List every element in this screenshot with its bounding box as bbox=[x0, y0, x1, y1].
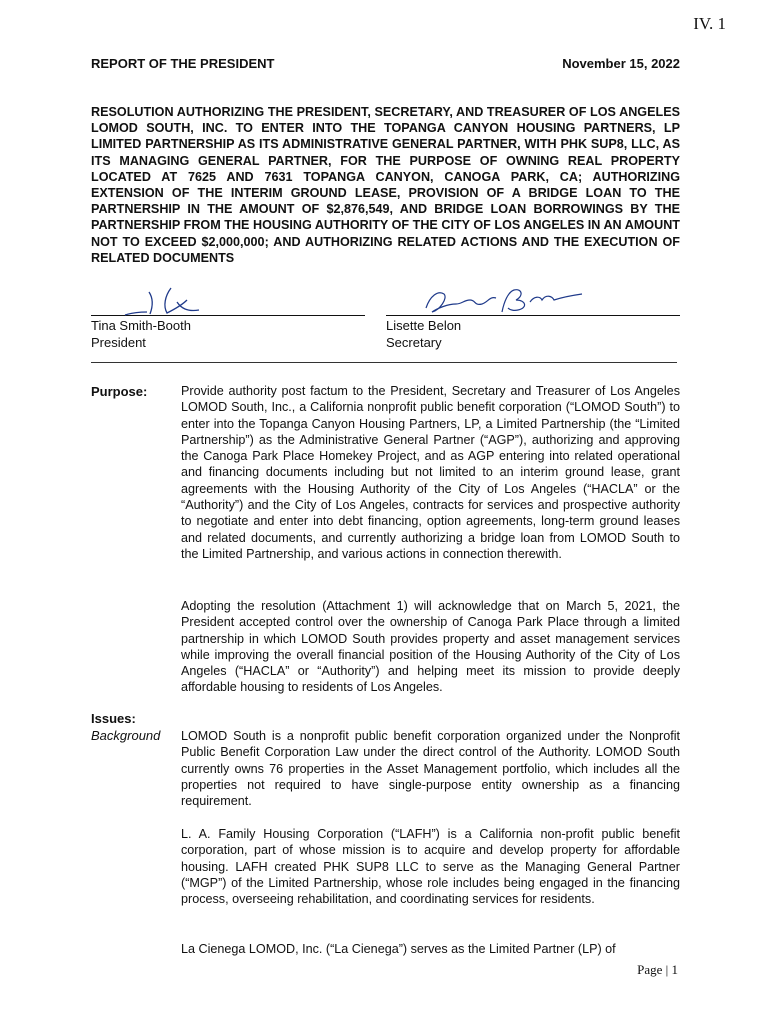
background-paragraph-2: L. A. Family Housing Corporation (“LAFH”) is a California non-profit public benefit corporation, part of whose mission is to acquire and develop property for affordable housing. LAFH created PHK SUP8 LLC to serve as the Managing General Partner (“MGP”) of the Limited Partnership, whose role includes being engaged in the financing process, overseeing rehabilitation, and coordinating services for residents. bbox=[181, 827, 680, 907]
report-date: November 15, 2022 bbox=[562, 56, 680, 71]
report-header: REPORT OF THE PRESIDENT bbox=[91, 56, 275, 71]
signature-block-secretary bbox=[386, 282, 680, 351]
signatory-name-secretary: Lisette Belon bbox=[386, 318, 462, 333]
purpose-paragraph-1: Provide authority post factum to the President, Secretary and Treasurer of Los Angeles LOMOD South, Inc., a California nonprofit public benefit corporation (“LOMOD South”) to enter into the Topanga Canyon Housing Partners, LP, a Limited Partnership (the “Limited Partnership”) as the Administrative General Partner (“AGP”), authorizing and approving the Canoga Park Place Homekey Project, and as AGP entering into related operational and financing documents including but not limited to an interim ground lease, grant agreements with the Housing Authority of the City of Los Angeles (“HACLA” or the “Authority”) and the City of Los Angeles, contracts for services and prospective authority to negotiate and enter into debt financing, option agreements, long-term ground leases and related documents, and currently authorizing a bridge loan from LOMOD South to the Limited Partnership, and various actions in connection therewith. bbox=[181, 384, 680, 561]
signatory-title-secretary: Secretary bbox=[386, 334, 442, 350]
page-number: Page | 1 bbox=[637, 962, 678, 977]
signatory-name-president: Tina Smith-Booth bbox=[91, 318, 191, 333]
signature-block-president bbox=[91, 282, 365, 351]
signature-secretary-image bbox=[422, 282, 602, 318]
signature-president-image bbox=[113, 282, 233, 318]
resolution-title: RESOLUTION AUTHORIZING THE PRESIDENT, SECRETARY, AND TREASURER OF LOS ANGELES LOMOD SOUTH, INC. TO ENTER INTO THE TOPANGA CANYON HOUSING PARTNERS, LP LIMITED PARTNERSHIP AS ITS ADMINISTRATIVE GENERAL PARTNER, WITH PHK SUP8, LLC, AS ITS MANAGING GENERAL PARTNER, FOR THE PURPOSE OF OWNING REAL PROPERTY LOCATED AT 7625 AND 7631 TOPANGA CANYON, CANOGA PARK, CA; AUTHORIZING EXTENSION OF THE INTERIM GROUND LEASE, PROVISION OF A BRIDGE LOAN TO THE PARTNERSHIP IN THE AMOUNT OF $2,876,549, AND BRIDGE LOAN BORROWINGS BY THE PARTNERSHIP FROM THE HOUSING AUTHORITY OF THE CITY OF LOS ANGELES IN AN AMOUNT NOT TO EXCEED $2,000,000; AND AUTHORIZING RELATED ACTIONS AND THE EXECUTION OF RELATED DOCUMENTS bbox=[91, 105, 680, 265]
background-paragraph-3: La Cienega LOMOD, Inc. (“La Cienega”) serves as the Limited Partner (LP) of bbox=[181, 942, 616, 956]
background-label: Background bbox=[91, 728, 161, 743]
issues-label: Issues: bbox=[91, 711, 136, 726]
purpose-label: Purpose: bbox=[91, 384, 148, 399]
section-divider bbox=[91, 362, 677, 363]
signatory-title-president: President bbox=[91, 334, 146, 350]
agenda-item-tag: IV. 1 bbox=[693, 14, 726, 33]
purpose-paragraph-2: Adopting the resolution (Attachment 1) will acknowledge that on March 5, 2021, the President accepted control over the ownership of Canoga Park Place through a limited partnership in which LOMOD South provides property and asset management services while improving the overall financial position of the Housing Authority of the City of Los Angeles (“HACLA” or “Authority”) and helping meet its mission to provide deeply affordable housing to residents of Los Angeles. bbox=[181, 599, 680, 695]
background-paragraph-1: LOMOD South is a nonprofit public benefit corporation organized under the Nonprofit Public Benefit Corporation Law under the direct control of the Authority. LOMOD South currently owns 76 properties in the Asset Management portfolio, which includes all the properties not required to have single-purpose entity ownership as a financing requirement. bbox=[181, 729, 680, 809]
